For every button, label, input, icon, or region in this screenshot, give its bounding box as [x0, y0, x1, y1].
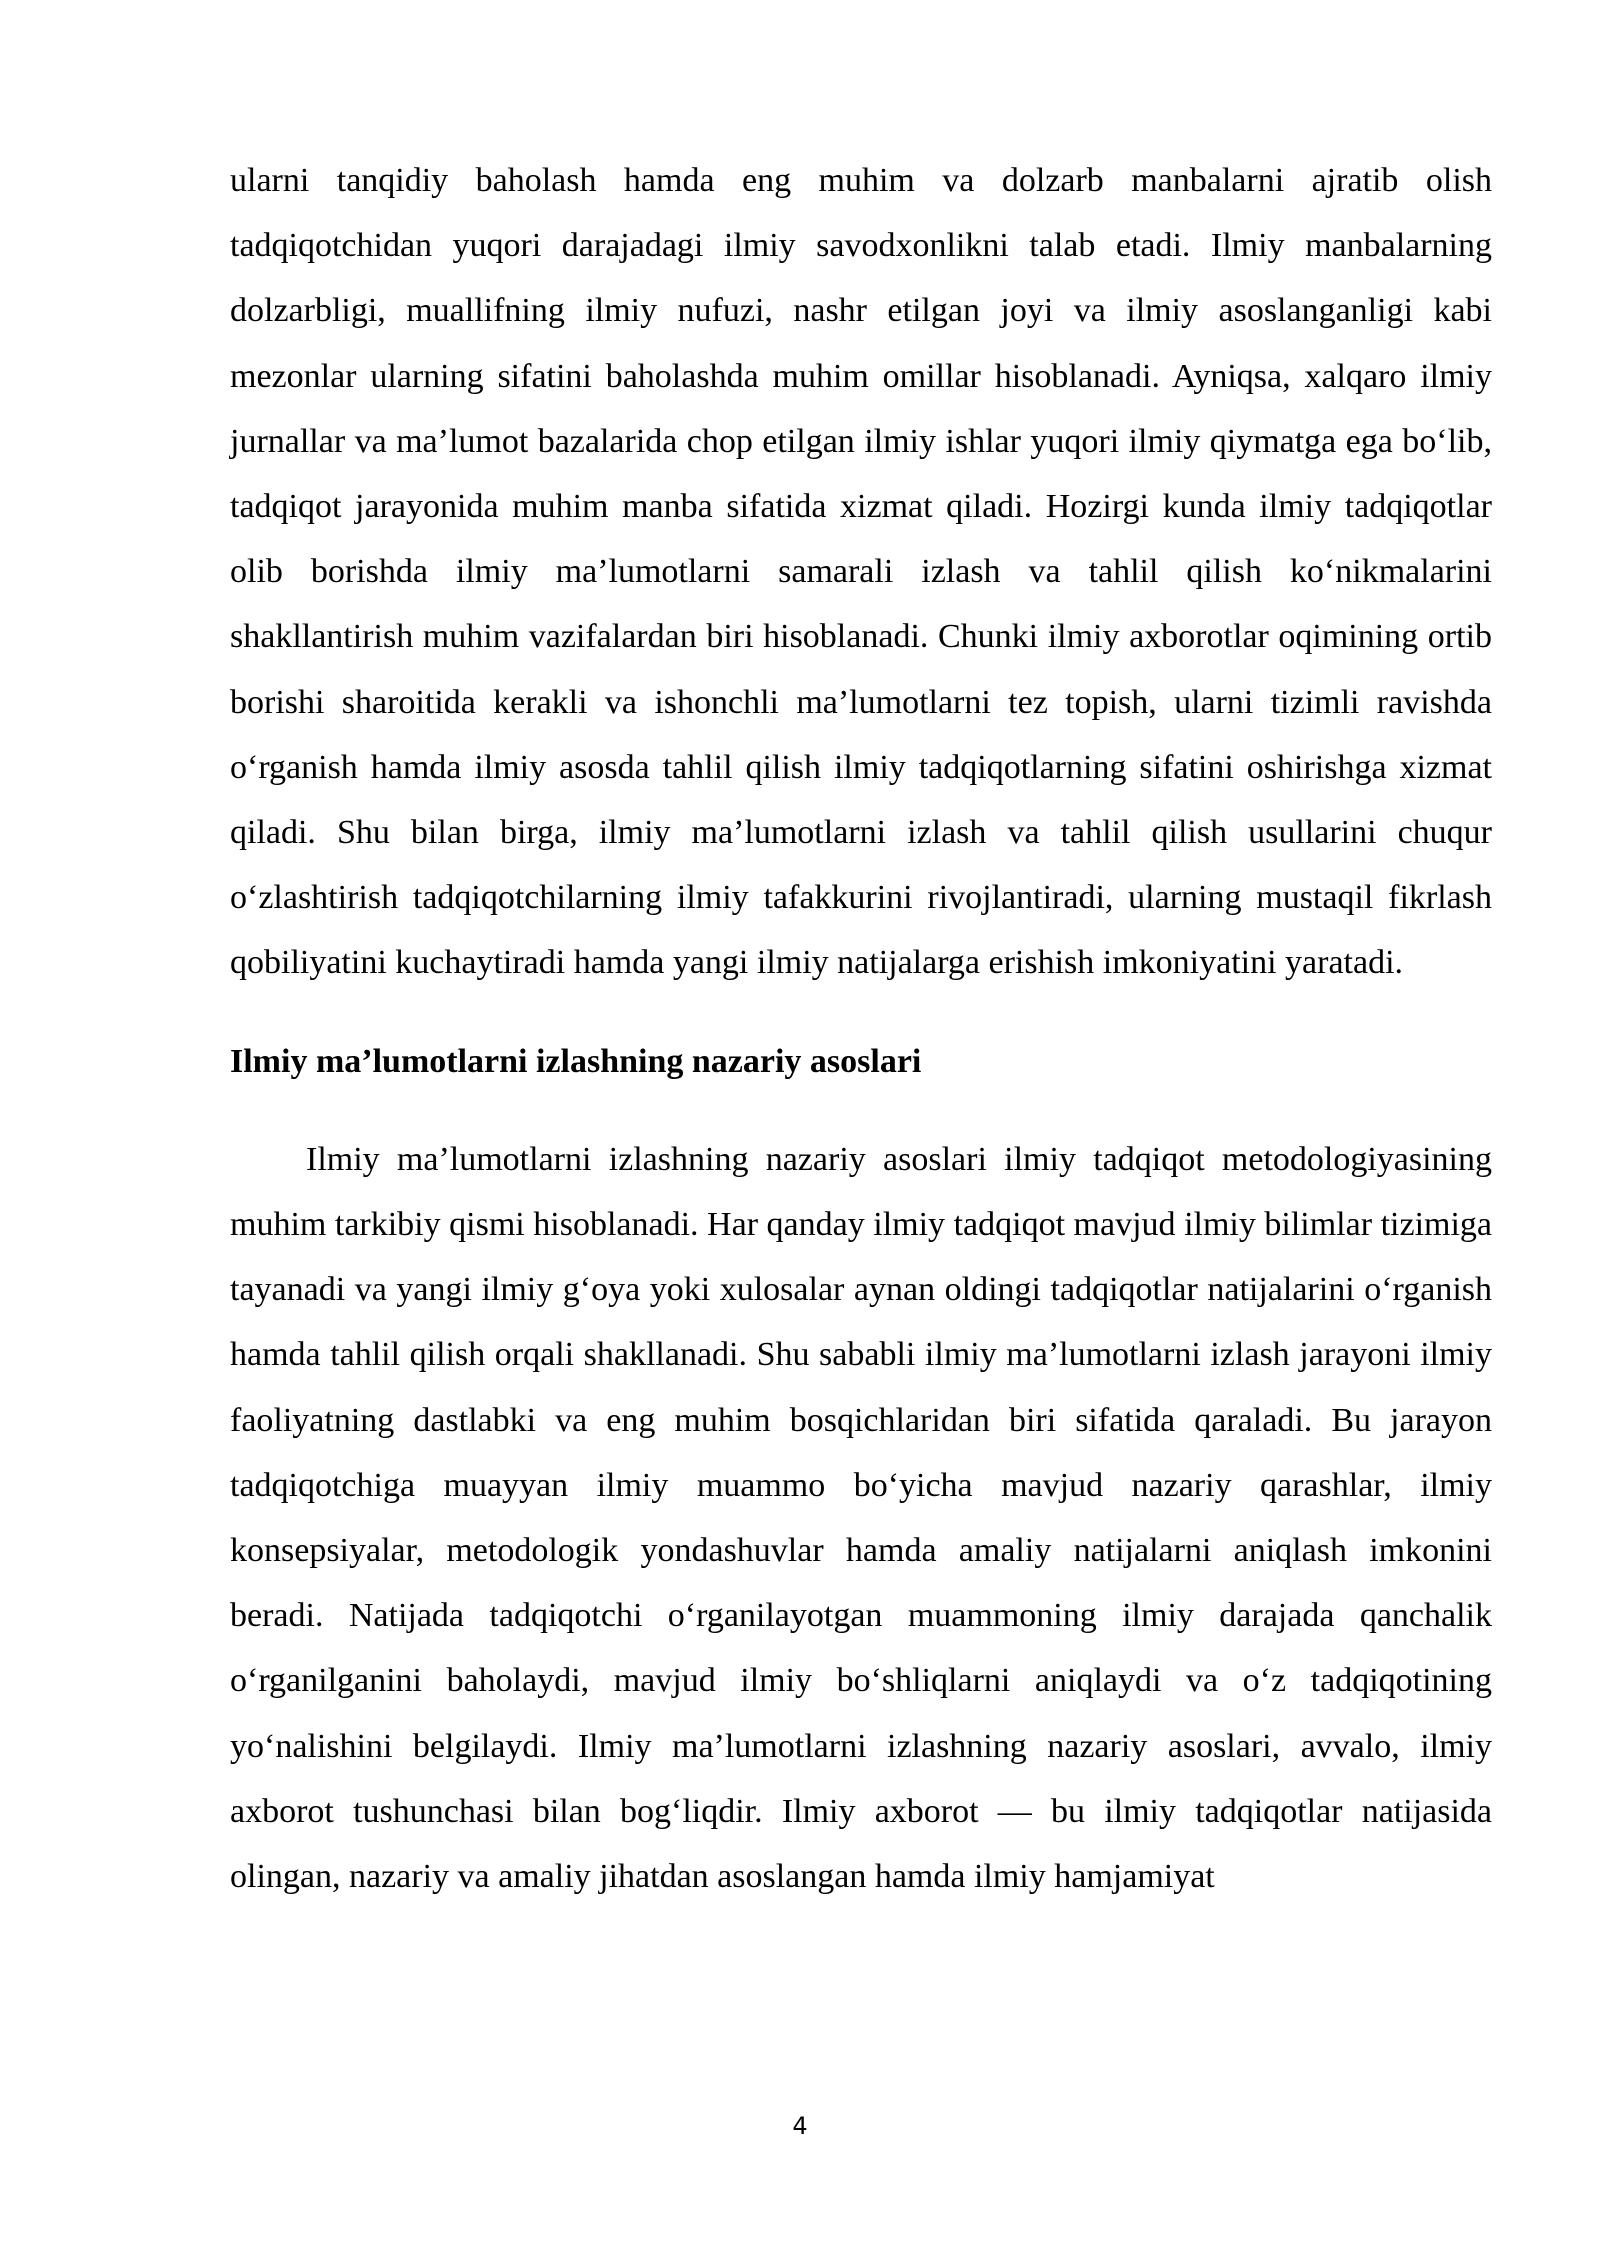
page-body: [230, 148, 1492, 1909]
section-heading: Ilmiy ma’lumotlarni izlashning nazariy asoslari: [230, 1042, 922, 1080]
body-paragraph: Ilmiy ma’lumotlarni izlashning nazariy asoslari ilmiy tadqiqot metodologiyasining muhim tarkibiy qismi hisoblanadi. Har qanday ilmiy tadqiqot mavjud ilmiy bilimlar tizimiga tayanadi va yangi ilmiy g‘oya yoki xulosalar aynan oldingi tadqiqotlar natijalarini o‘rganish hamda tahlil qilish orqali shakllanadi. Shu sababli ilmiy ma’lumotlarni izlash jarayoni ilmiy faoliyatning dastlabki va eng muhim bosqichlaridan biri sifatida qaraladi. Bu jarayon tadqiqotchiga muayyan ilmiy muammo bo‘yicha mavjud nazariy qarashlar, ilmiy konsepsiyalar, metodologik yondashuvlar hamda amaliy natijalarni aniqlash imkonini beradi. Natijada tadqiqotchi o‘rganilayotgan muammoning ilmiy darajada qanchalik o‘rganilganini baholaydi, mavjud ilmiy bo‘shliqlarni aniqlaydi va o‘z tadqiqotining yo‘nalishini belgilaydi. Ilmiy ma’lumotlarni izlashning nazariy asoslari, avvalo, ilmiy axborot tushunchasi bilan bog‘liqdir. Ilmiy axborot — bu ilmiy tadqiqotlar natijasida olingan, nazariy va amaliy jihatdan asoslangan hamda ilmiy hamjamiyat: [230, 1140, 1492, 1896]
page-number: 4: [792, 2112, 808, 2140]
body-paragraph: ularni tanqidiy baholash hamda eng muhim va dolzarb manbalarni ajratib olish tadqiqotchidan yuqori darajadagi ilmiy savodxonlikni talab etadi. Ilmiy manbalarning dolzarbligi, muallifning ilmiy nufuzi, nashr etilgan joyi va ilmiy asoslanganligi kabi mezonlar ularning sifatini baholashda muhim omillar hisoblanadi. Ayniqsa, xalqaro ilmiy jurnallar va ma’lumot bazalarida chop etilgan ilmiy ishlar yuqori ilmiy qiymatga ega bo‘lib, tadqiqot jarayonida muhim manba sifatida xizmat qiladi. Hozirgi kunda ilmiy tadqiqotlar olib borishda ilmiy ma’lumotlarni samarali izlash va tahlil qilish ko‘nikmalarini shakllantirish muhim vazifalardan biri hisoblanadi. Chunki ilmiy axborotlar oqimining ortib borishi sharoitida kerakli va ishonchli ma’lumotlarni tez topish, ularni tizimli ravishda o‘rganish hamda ilmiy asosda tahlil qilish ilmiy tadqiqotlarning sifatini oshirishga xizmat qiladi. Shu bilan birga, ilmiy ma’lumotlarni izlash va tahlil qilish usullarini chuqur o‘zlashtirish tadqiqotchilarning ilmiy tafakkurini rivojlantiradi, ularning mustaqil fikrlash qobiliyatini kuchaytiradi hamda yangi ilmiy natijalarga erishish imkoniyatini yaratadi.: [230, 162, 1492, 982]
